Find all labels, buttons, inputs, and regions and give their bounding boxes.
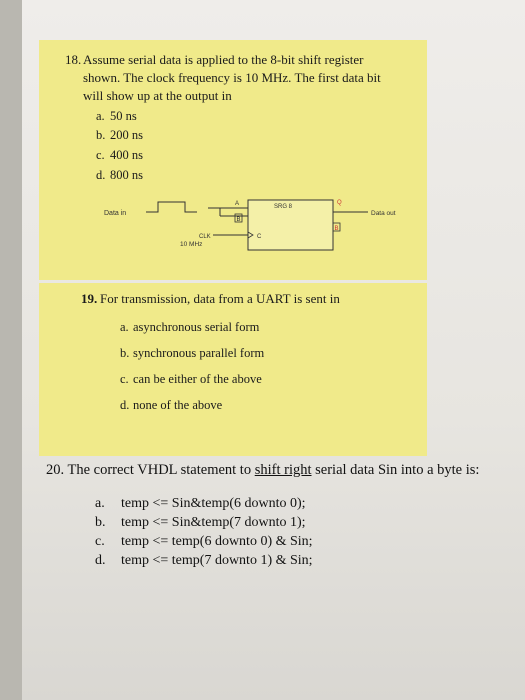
pin-a-label: A	[235, 201, 240, 207]
q18-option-c[interactable]: c. 400 ns	[96, 148, 143, 162]
q19-option-d[interactable]: d. none of the above	[120, 398, 223, 412]
frequency-label: 10 MHz	[180, 241, 203, 248]
q18-option-b[interactable]: b. 200 ns	[96, 128, 143, 142]
pin-b-label: B	[236, 217, 241, 223]
q20-option-b[interactable]: b. temp <= Sin&temp(7 downto 1);	[95, 515, 306, 530]
data-in-label: Data in	[104, 210, 127, 217]
q18-line1: Assume serial data is applied to the 8-bit shift register	[83, 52, 364, 67]
srg8-label: SRG 8	[274, 204, 293, 210]
q20-prompt: 20. The correct VHDL statement to shift right serial data Sin into a byte is:	[46, 462, 480, 478]
q19-option-b[interactable]: b. synchronous parallel form	[120, 346, 265, 360]
pulse-waveform-icon	[146, 202, 197, 212]
q19-text: For transmission, data from a UART is sent in	[100, 291, 340, 306]
data-out-label: Data out	[371, 210, 396, 217]
q19-option-a[interactable]: a. asynchronous serial form	[120, 320, 260, 334]
clk-label: CLK	[199, 234, 211, 240]
q20-shift-right: shift right	[254, 462, 312, 478]
q19-option-c[interactable]: c. can be either of the above	[120, 372, 262, 386]
q20-option-c[interactable]: c. temp <= temp(6 downto 0) & Sin;	[95, 534, 313, 549]
pin-qb-label: B	[334, 226, 339, 232]
q18-number: 18.	[65, 52, 82, 67]
q18-option-a[interactable]: a. 50 ns	[96, 109, 137, 123]
q20-option-a[interactable]: a. temp <= Sin&temp(6 downto 0);	[95, 496, 306, 511]
q19-number: 19.	[81, 291, 98, 306]
q18-line3: will show up at the output in	[83, 88, 232, 103]
q18-line2: shown. The clock frequency is 10 MHz. The first data bit	[83, 70, 381, 85]
q18-option-d[interactable]: d. 800 ns	[96, 168, 143, 182]
pin-c-label: C	[257, 234, 262, 240]
q20-option-d[interactable]: d. temp <= temp(7 downto 1) & Sin;	[95, 553, 313, 568]
pin-q-label: Q	[337, 200, 342, 206]
sticky-note-q19	[39, 283, 427, 456]
